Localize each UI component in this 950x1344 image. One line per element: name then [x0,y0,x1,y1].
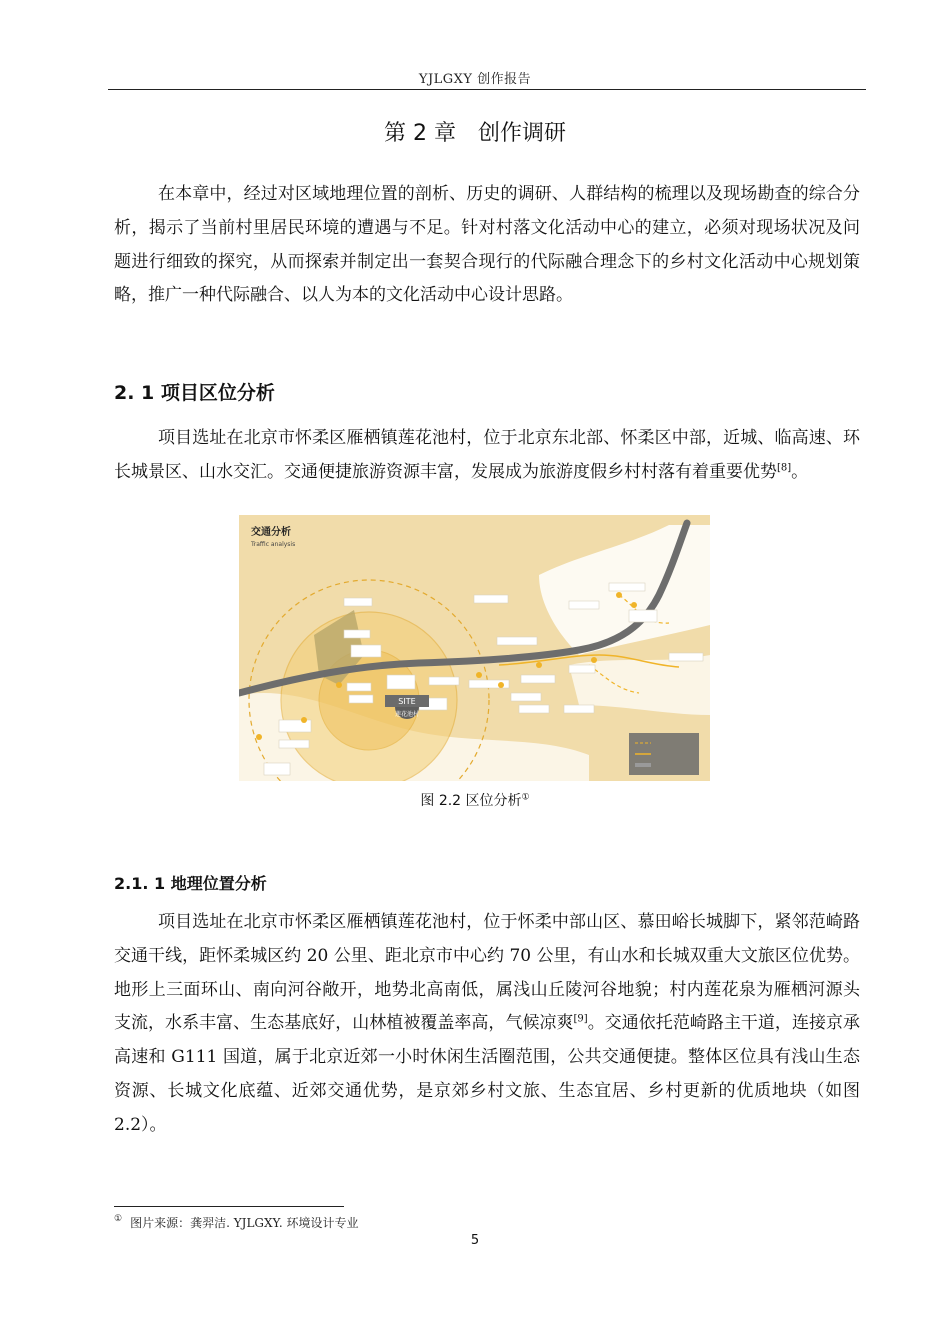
header-rule [108,89,866,90]
figure-caption [0,790,950,810]
citation-8: [8] [777,462,792,474]
section-2-1-paragraph [114,422,860,490]
footnote-mark: ① [114,1214,123,1224]
section-2-1-tail: 。 [791,461,809,482]
footnote-text: 图片来源：龚羿洁. YJLGXY. 环境设计专业 [130,1216,359,1230]
intro-paragraph: 在本章中，经过对区域地理位置的剖析、历史的调研、人群结构的梳理以及现场勘查的综合分析，揭示了当前村里居民环境的遭遇与不足。针对村落文化活动中心的建立，必须对现场状况及问题进行细致的探究，从而探索并制定出一套契合现行的代际融合理念下的乡村文化活动中心规划策略，推广一种代际融合、以人为本的文化活动中心设计思路。 [114,184,860,306]
footnote-rule [114,1206,344,1207]
map-svg [239,515,710,781]
figure-caption-text: 图 2.2 区位分析 [420,793,522,809]
running-header: YJLGXY 创作报告 [418,72,532,87]
section-2-1-1-text-a: 项目选址在北京市怀柔区雁栖镇莲花池村，位于怀柔中部山区、慕田峪长城脚下，紧邻范崎路交通干线，距怀柔城区约 20 公里、距北京市中心约 70 公里，有山水和长城双重大文旅区位优势。地形上三面环山、南向河谷敞开，地势北高南低，属浅山丘陵河谷地貌；村内莲花泉为雁栖河源头支流，水系丰富、生态基底好，山林植被覆盖率高，气候凉爽 [114,912,860,1034]
footnote [114,1214,359,1231]
site-label: SITE [398,697,416,706]
section-2-1-text: 项目选址在北京市怀柔区雁栖镇莲花池村，位于北京东北部、怀柔区中部，近城、临高速、环长城景区、山水交汇。交通便捷旅游资源丰富，发展成为旅游度假乡村村落有着重要优势 [114,428,860,482]
section-2-1-1-text-b: 。交通依托范崎路主干道，连接京承高速和 G111 国道，属于北京近郊一小时休闲生活圈范围，公共交通便捷。整体区位具有浅山生态资源、长城文化底蕴、近郊交通优势，是京郊乡村文旅、生态宜居、乡村更新的优质地块（如图 2.2）。 [114,1013,861,1135]
site-sub-label: 莲花池村 [394,711,420,718]
map-subtitle: Traffic analysis [251,541,296,548]
figure-caption-footnote-mark: ① [521,792,530,803]
map-title: 交通分析 [251,527,291,538]
legend-swatch-3 [635,763,651,767]
page-number: 5 [470,1233,480,1248]
section-heading-2-1: 2. 1 项目区位分析 [114,382,275,404]
chapter-title: 第 2 章 创作调研 [384,121,566,146]
section-2-1-1-paragraph [114,906,860,1143]
traffic-analysis-map [239,515,710,781]
section-heading-2-1-1: 2.1. 1 地理位置分析 [114,874,267,893]
citation-9: [9] [573,1013,588,1025]
